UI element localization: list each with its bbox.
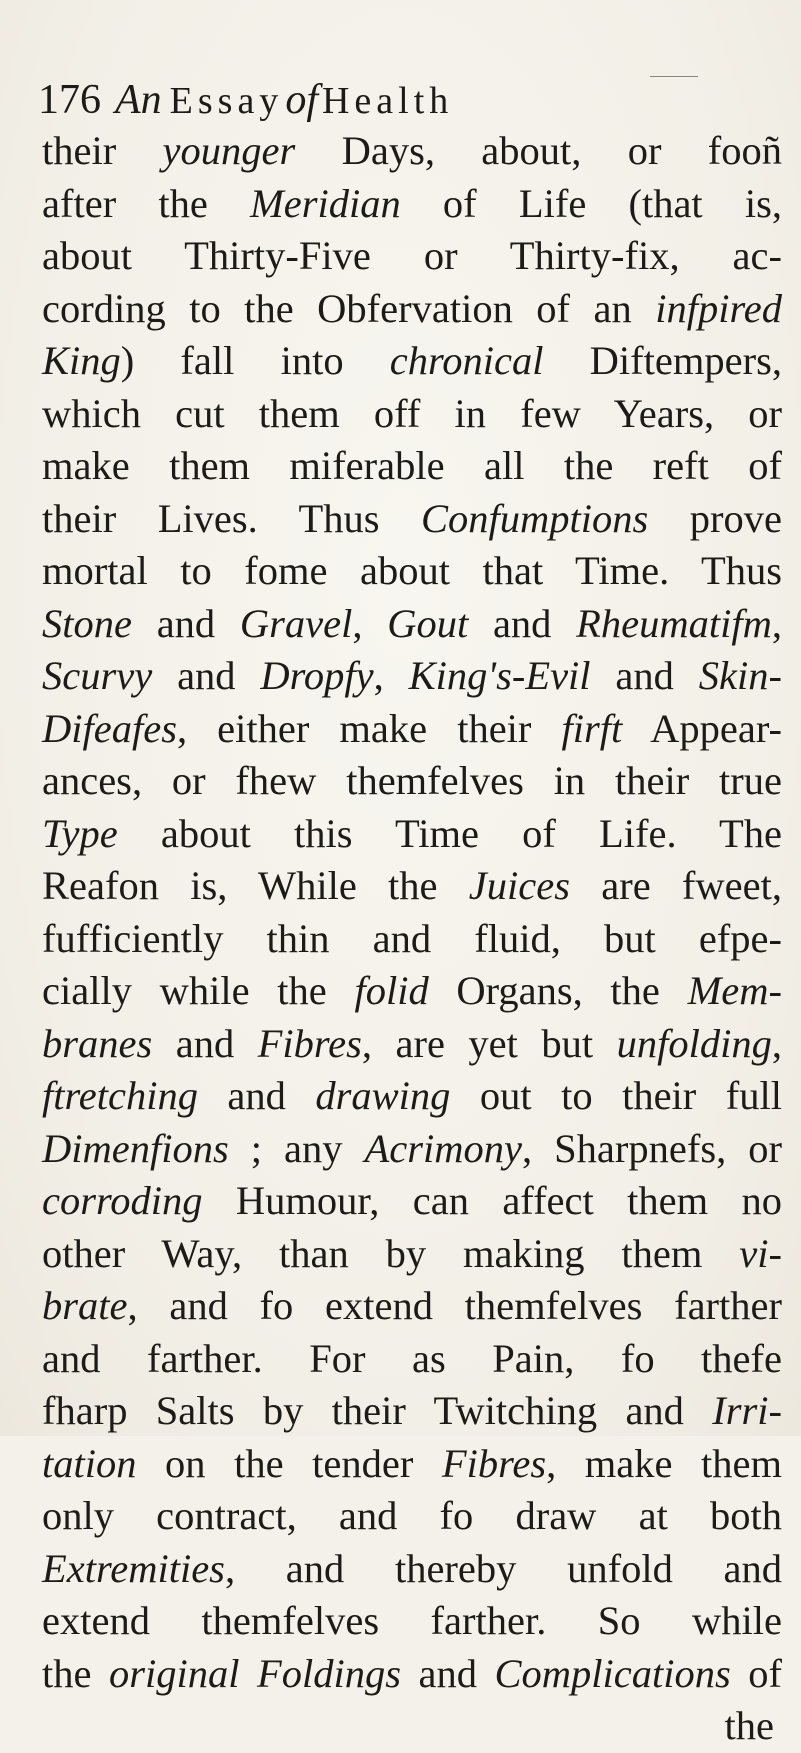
text-run: about Thirty-Five or Thirty-fix, ac- [42, 233, 782, 278]
text-run: after the [42, 180, 251, 226]
italic-text: chronical [389, 338, 544, 383]
italic-text: Dropfy [260, 653, 374, 698]
italic-text: Extremities [42, 1545, 225, 1591]
text-line [42, 860, 782, 913]
text-run: are fweet, [570, 863, 782, 908]
text-line [42, 125, 782, 178]
italic-text: Complications [494, 1650, 731, 1696]
text-line [42, 598, 782, 651]
text-run: and farther. For as Pain, fo thefe [42, 1335, 782, 1381]
text-line [42, 1070, 782, 1123]
text-run: fharp Salts by their Twitching and [42, 1388, 713, 1433]
italic-text: ftretching [42, 1073, 198, 1118]
italic-text: Fibres [441, 1440, 547, 1486]
italic-text: Skin- [698, 653, 782, 698]
italic-text: Gout [387, 600, 469, 646]
italic-text: tation [42, 1440, 137, 1486]
italic-text: Juices [468, 863, 570, 908]
text-line [42, 1385, 782, 1438]
text-line [42, 1333, 782, 1386]
text-run: ; any [228, 1125, 365, 1171]
text-run: and [401, 1650, 495, 1696]
text-line [42, 283, 782, 336]
text-run: the [724, 1703, 774, 1748]
italic-text: King [42, 338, 121, 383]
text-line [42, 1595, 782, 1648]
text-run: mortal to fome about that Time. Thus [42, 548, 782, 593]
text-line [42, 1438, 782, 1491]
text-line [42, 1280, 782, 1333]
text-run: and [152, 1020, 258, 1066]
text-run: Organs, the [428, 968, 688, 1013]
italic-text: drawing [315, 1073, 451, 1118]
text-line [42, 965, 782, 1018]
text-run: , either make their [176, 705, 562, 751]
italic-text: branes [42, 1020, 153, 1066]
header-an: An [115, 77, 162, 123]
italic-text: King's-Evil [408, 653, 591, 698]
italic-text: brate [42, 1283, 128, 1328]
text-run: their [42, 128, 163, 173]
italic-text: Mem- [687, 968, 783, 1013]
text-line [42, 493, 782, 546]
text-run: on the tender [136, 1440, 442, 1486]
text-run: which cut them off in few Years, or [42, 390, 782, 436]
italic-text: vi- [739, 1230, 782, 1276]
text-run: Reafon is, While the [42, 863, 469, 908]
italic-text: Scurvy [42, 653, 153, 698]
text-run: make them miferable all the reft of [42, 443, 782, 488]
italic-text: folid [354, 968, 429, 1013]
text-line [42, 1018, 782, 1071]
text-run: , make them [546, 1440, 783, 1486]
text-run: their Lives. Thus [42, 495, 422, 541]
text-line [42, 1700, 782, 1753]
text-run: Humour, can affect them no [202, 1178, 782, 1223]
italic-text: Stone [42, 600, 132, 646]
italic-text: firft [561, 705, 623, 751]
text-line [42, 440, 782, 493]
italic-text: Dimenfions [42, 1125, 229, 1171]
italic-text: Gravel [239, 600, 353, 646]
text-line [42, 755, 782, 808]
text-run: , and fo extend themfelves farther [127, 1283, 782, 1328]
text-run: extend themfelves farther. So while [42, 1598, 782, 1643]
text-run: and [152, 653, 261, 698]
italic-text: Rheumatifm [576, 600, 772, 646]
text-line [42, 1228, 782, 1281]
text-line [42, 178, 782, 231]
text-run: Diftempers, [543, 338, 782, 383]
italic-text: Acrimony [364, 1125, 522, 1171]
text-line [42, 1175, 782, 1228]
italic-text: corroding [42, 1178, 203, 1223]
header-essay: Essay [169, 80, 284, 122]
text-run: , [373, 653, 409, 698]
italic-text: infpired [655, 285, 782, 331]
text-line [42, 1490, 782, 1543]
page-number: 176 [38, 77, 101, 123]
text-run: of [730, 1650, 782, 1696]
text-run: and [131, 600, 240, 646]
italic-text: Irri- [712, 1388, 782, 1433]
italic-text: unfolding [616, 1020, 772, 1066]
text-line [42, 230, 782, 283]
text-run: fufficiently thin and fluid, but efpe- [42, 915, 782, 961]
text-line [42, 1543, 782, 1596]
italic-text: original Foldings [108, 1650, 402, 1696]
text-run: and [590, 653, 699, 698]
text-run: , [771, 600, 782, 646]
running-header [38, 70, 758, 130]
text-run: ances, or fhew themfelves in their true [42, 758, 782, 803]
text-run: Appear- [622, 705, 782, 751]
text-run: of Life (that is, [400, 180, 783, 226]
text-run: about this Time of Life. The [117, 810, 782, 856]
text-run: ) fall into [120, 338, 390, 383]
text-line [42, 913, 782, 966]
text-run: Days, about, or fooñ [295, 128, 783, 173]
italic-text: Confumptions [421, 495, 649, 541]
text-run: prove [648, 495, 783, 541]
text-line [42, 1123, 782, 1176]
text-run: the [42, 1650, 109, 1696]
text-run: cially while the [42, 968, 355, 1013]
text-run: , [771, 1020, 782, 1066]
text-run: cording to the Obfervation of an [42, 285, 656, 331]
text-run: out to their full [450, 1073, 782, 1118]
italic-text: Type [42, 810, 118, 856]
text-line [42, 703, 782, 756]
body-text [42, 125, 782, 1753]
text-run: and [197, 1073, 316, 1118]
italic-text: Fibres [257, 1020, 362, 1066]
italic-text: Difeafes [42, 705, 177, 751]
text-run: , [352, 600, 388, 646]
header-of: of [285, 77, 318, 123]
text-line [42, 388, 782, 441]
text-run: , are yet but [361, 1020, 617, 1066]
text-run: , and thereby unfold and [224, 1545, 782, 1591]
text-run: only contract, and fo draw at both [42, 1493, 782, 1538]
text-line [42, 335, 782, 388]
text-run: , Sharpnefs, or [522, 1125, 782, 1171]
text-line [42, 545, 782, 598]
italic-text: Meridian [250, 180, 401, 226]
text-line [42, 808, 782, 861]
text-run: other Way, than by making them [42, 1230, 740, 1276]
text-line [42, 1648, 782, 1701]
header-rule [650, 76, 698, 77]
text-run: and [468, 600, 577, 646]
header-health: Health [321, 80, 454, 122]
italic-text: younger [162, 128, 296, 173]
text-line [42, 650, 782, 703]
